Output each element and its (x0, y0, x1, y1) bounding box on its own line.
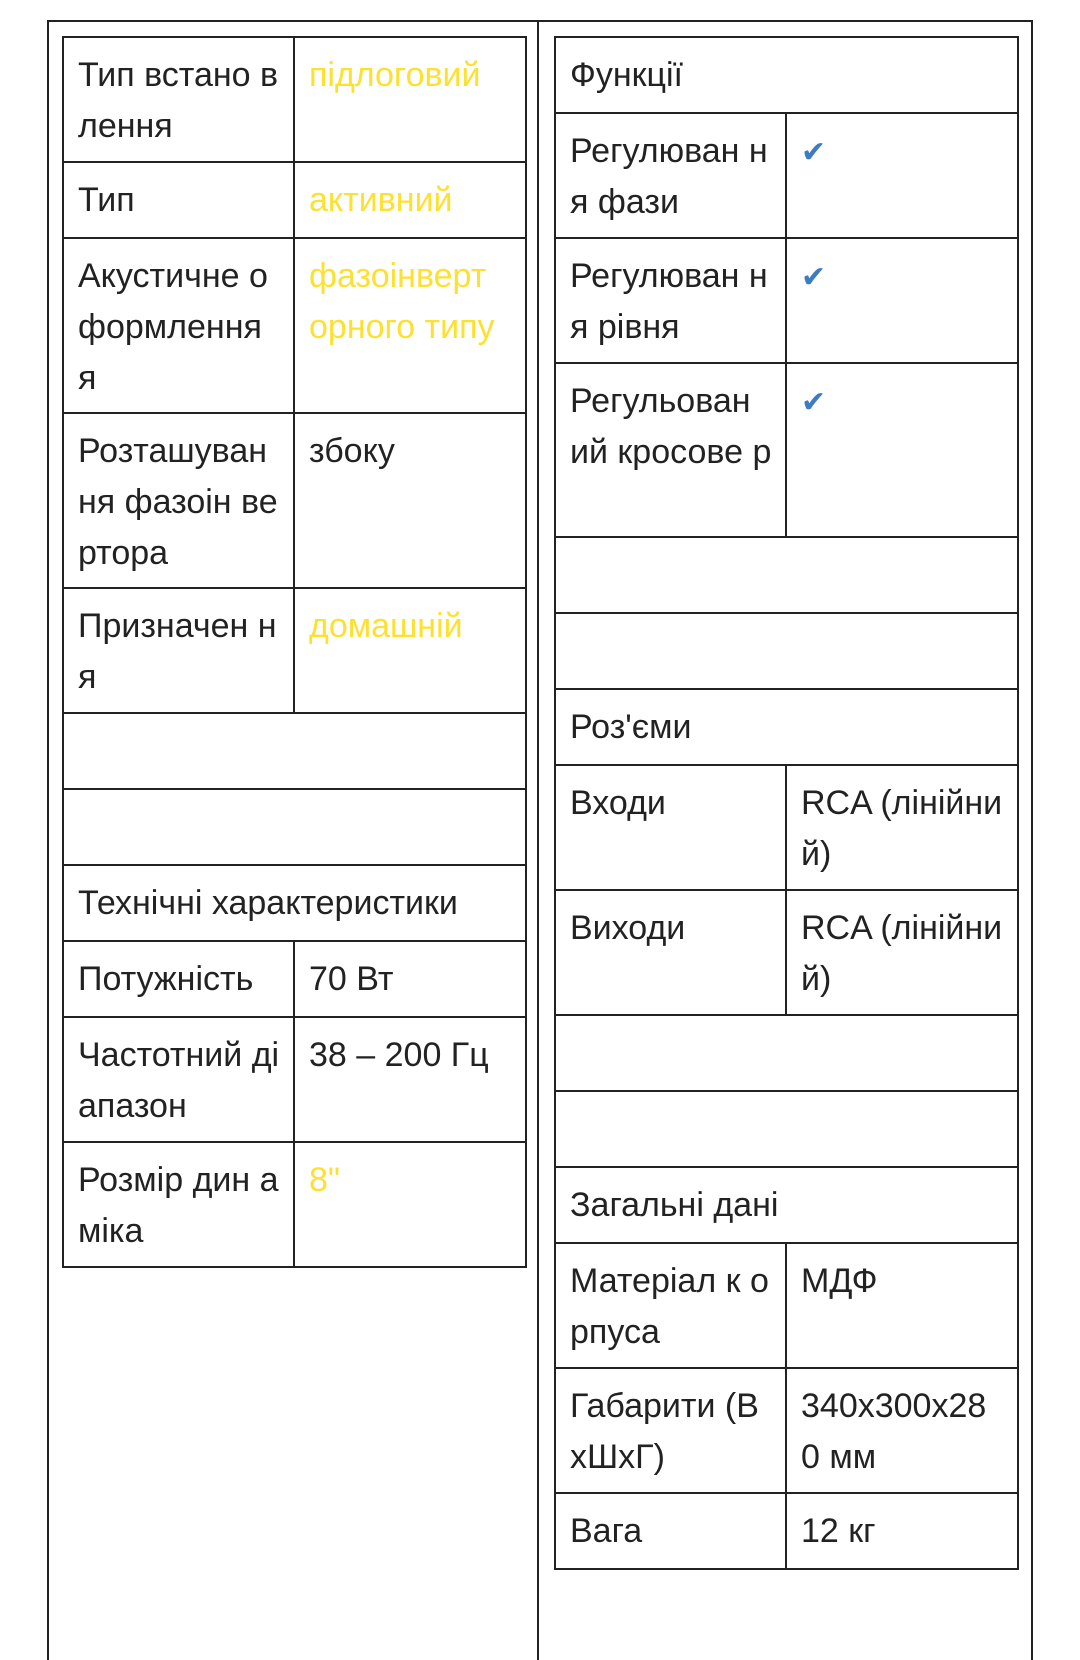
section-header-row (555, 1167, 1018, 1243)
table-row (555, 1368, 1018, 1493)
table-row (555, 765, 1018, 890)
empty-row (63, 789, 526, 865)
spec-value (786, 363, 1018, 537)
empty-row (555, 1015, 1018, 1091)
specs-table-right (554, 36, 1019, 1570)
table-row (63, 588, 526, 713)
table-row (555, 890, 1018, 1015)
spec-label: Розмір дин аміка (63, 1142, 294, 1267)
checkmark-icon: ✔ (801, 261, 827, 294)
table-row (63, 941, 526, 1017)
table-row (555, 363, 1018, 537)
spec-label: Частотний діапазон (63, 1017, 294, 1142)
spec-label: Розташування фазоін вертора (63, 413, 294, 588)
spec-label: Регулюван ня рівня (555, 238, 786, 363)
table-row (63, 238, 526, 413)
table-row (63, 1017, 526, 1142)
spec-label: Входи (555, 765, 786, 890)
spec-value-link[interactable]: 8" (294, 1142, 526, 1267)
spec-value-link[interactable]: активний (294, 162, 526, 238)
spec-label: Акустичне оформлення я (63, 238, 294, 413)
specs-table-left (62, 36, 527, 1268)
empty-row (63, 713, 526, 789)
spec-label: Потужність (63, 941, 294, 1017)
table-row (63, 37, 526, 162)
empty-cell (63, 789, 526, 865)
spec-label: Регулюван ня фази (555, 113, 786, 238)
spec-label: Тип встано влення (63, 37, 294, 162)
section-title-general: Загальні дані (555, 1167, 1018, 1243)
table-row (63, 413, 526, 588)
table-row (555, 238, 1018, 363)
spec-value-link[interactable]: домашній (294, 588, 526, 713)
spec-value: 38 – 200 Гц (294, 1017, 526, 1142)
table-row (63, 162, 526, 238)
section-header-row (63, 865, 526, 941)
section-header-row (555, 689, 1018, 765)
column-divider (537, 20, 539, 1660)
spec-label: Габарити (ВхШхГ) (555, 1368, 786, 1493)
checkmark-icon: ✔ (801, 136, 827, 169)
section-header-row (555, 37, 1018, 113)
spec-value (786, 113, 1018, 238)
section-title-functions: Функції (555, 37, 1018, 113)
empty-cell (555, 1015, 1018, 1091)
spec-value-link[interactable]: підлоговий (294, 37, 526, 162)
spec-value: 70 Вт (294, 941, 526, 1017)
spec-value: збоку (294, 413, 526, 588)
spec-label: Регульован ий кросове р (555, 363, 786, 537)
empty-row (555, 537, 1018, 613)
spec-value-link[interactable]: фазоінверт орного типу (294, 238, 526, 413)
checkmark-icon: ✔ (801, 386, 827, 419)
table-row (555, 113, 1018, 238)
empty-cell (555, 537, 1018, 613)
spec-value: 12 кг (786, 1493, 1018, 1569)
spec-label: Призначен ня (63, 588, 294, 713)
spec-label: Виходи (555, 890, 786, 1015)
spec-value: МДФ (786, 1243, 1018, 1368)
table-row (63, 1142, 526, 1267)
empty-row (555, 1091, 1018, 1167)
section-title-technical: Технічні характеристики (63, 865, 526, 941)
spec-value: RCA (лінійний) (786, 765, 1018, 890)
spec-value: RCA (лінійний) (786, 890, 1018, 1015)
empty-cell (63, 713, 526, 789)
spec-label: Тип (63, 162, 294, 238)
empty-cell (555, 1091, 1018, 1167)
spec-value: 340x300x28 0 мм (786, 1368, 1018, 1493)
spec-value (786, 238, 1018, 363)
spec-label: Вага (555, 1493, 786, 1569)
table-row (555, 1493, 1018, 1569)
empty-cell (555, 613, 1018, 689)
section-title-connectors: Роз'єми (555, 689, 1018, 765)
empty-row (555, 613, 1018, 689)
table-row (555, 1243, 1018, 1368)
spec-label: Матеріал к орпуса (555, 1243, 786, 1368)
